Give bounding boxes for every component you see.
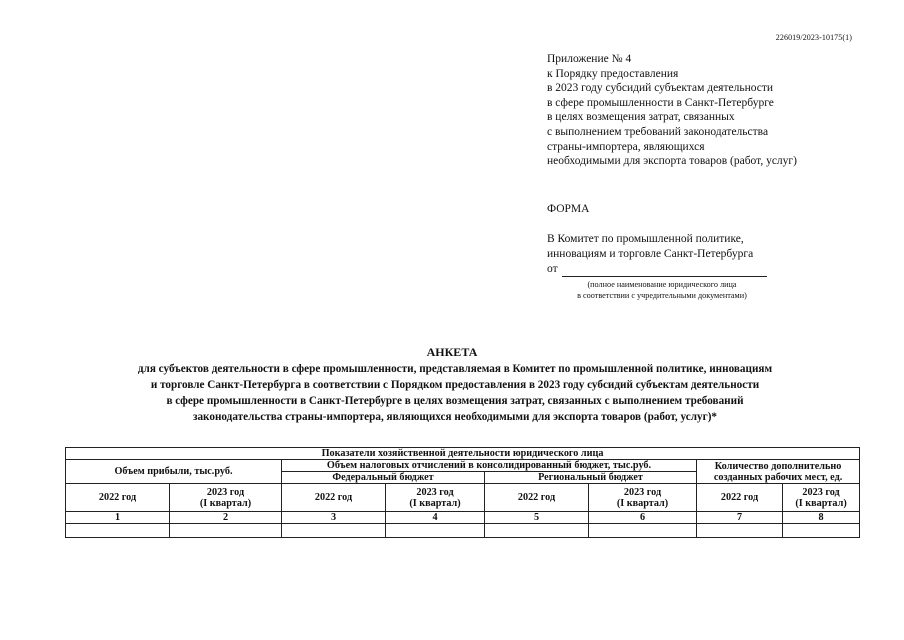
from-label: от — [547, 263, 558, 275]
data-cell[interactable] — [589, 524, 697, 538]
column-number: 6 — [589, 512, 697, 524]
indicators-table — [65, 447, 860, 538]
data-cell[interactable] — [697, 524, 783, 538]
column-number: 3 — [282, 512, 386, 524]
group-header-profit: Объем прибыли, тыс.руб. — [66, 460, 282, 484]
data-cell[interactable] — [282, 524, 386, 538]
appendix-line: страны-импортера, являющихся — [547, 140, 705, 153]
appendix-line: Приложение № 4 — [547, 53, 632, 65]
group-header-jobs-line: созданных рабочих мест, ед. — [713, 471, 843, 483]
subheader-regional-budget: Региональный бюджет — [485, 472, 697, 484]
table-caption: Показатели хозяйственной деятельности юридического лица — [66, 448, 860, 460]
col-header-2022: 2022 год — [66, 484, 170, 512]
from-hint — [547, 279, 777, 301]
column-number: 5 — [485, 512, 589, 524]
col-header-2023-line: (I квартал) — [199, 497, 252, 509]
addressee-block — [547, 232, 767, 277]
group-header-tax: Объем налоговых отчислений в консолидированный бюджет, тыс.руб. — [282, 460, 697, 472]
data-cell[interactable] — [170, 524, 282, 538]
subtitle-line: для субъектов деятельности в сфере промышленности, представляемая в Комитет по промышленной политике, инновациям — [137, 363, 773, 375]
appendix-line: в 2023 году субсидий субъектам деятельности — [547, 82, 774, 95]
col-header-2023-line: (I квартал) — [409, 497, 461, 509]
column-number: 4 — [386, 512, 485, 524]
col-header-2023 — [386, 484, 485, 512]
data-cell[interactable] — [485, 524, 589, 538]
column-number: 2 — [170, 512, 282, 524]
col-header-2023-line: 2023 год — [416, 486, 454, 498]
document-title: АНКЕТА — [426, 345, 478, 359]
col-header-2022: 2022 год — [697, 484, 783, 512]
column-number: 8 — [783, 512, 860, 524]
col-header-2023-line: (I квартал) — [795, 497, 847, 509]
col-header-2022: 2022 год — [485, 484, 589, 512]
appendix-line: необходимыми для экспорта товаров (работ, услуг) — [547, 155, 797, 168]
subheader-federal-budget: Федеральный бюджет — [282, 472, 485, 484]
from-hint-line: в соответствии с учредительными документами) — [577, 291, 747, 300]
col-header-2023-line: 2023 год — [623, 486, 662, 498]
col-header-2023-line: (I квартал) — [616, 497, 669, 509]
col-header-2023 — [589, 484, 697, 512]
appendix-line: в сфере промышленности в Санкт-Петербурге — [547, 96, 774, 109]
subtitle-line: и торговле Санкт-Петербурга в соответствии с Порядком предоставления в 2023 году субсидий субъектам деятельности — [150, 379, 760, 391]
col-header-2022: 2022 год — [282, 484, 386, 512]
subtitle-line: законодательства страны-импортера, являющихся необходимыми для экспорта товаров (работ, услуг)* — [192, 411, 718, 423]
from-hint-line: (полное наименование юридического лица — [587, 280, 737, 289]
col-header-2023 — [170, 484, 282, 512]
document-subtitle — [60, 361, 850, 425]
group-header-jobs-line: Количество дополнительно — [714, 460, 842, 472]
appendix-line: к Порядку предоставления — [547, 67, 679, 80]
column-number: 7 — [697, 512, 783, 524]
appendix-line: в целях возмещения затрат, связанных — [547, 111, 735, 124]
appendix-block — [547, 52, 797, 169]
addressee-line: В Комитет по промышленной политике, — [547, 233, 744, 245]
document-number: 226019/2023-10175(1) — [775, 33, 852, 42]
from-input-line[interactable] — [562, 266, 767, 277]
from-line — [547, 262, 767, 277]
addressee-line: инновациям и торговле Санкт-Петербурга — [547, 248, 754, 260]
appendix-line: с выполнением требований законодательства — [547, 125, 769, 138]
column-number: 1 — [66, 512, 170, 524]
data-cell[interactable] — [783, 524, 860, 538]
group-header-jobs — [697, 460, 860, 484]
form-label: ФОРМА — [547, 203, 590, 215]
col-header-2023 — [783, 484, 860, 512]
data-cell[interactable] — [66, 524, 170, 538]
data-cell[interactable] — [386, 524, 485, 538]
col-header-2023-line: 2023 год — [206, 486, 245, 498]
col-header-2023-line: 2023 год — [802, 486, 840, 498]
subtitle-line: в сфере промышленности в Санкт-Петербурге в целях возмещения затрат, связанных с выполнением требований — [166, 395, 744, 407]
